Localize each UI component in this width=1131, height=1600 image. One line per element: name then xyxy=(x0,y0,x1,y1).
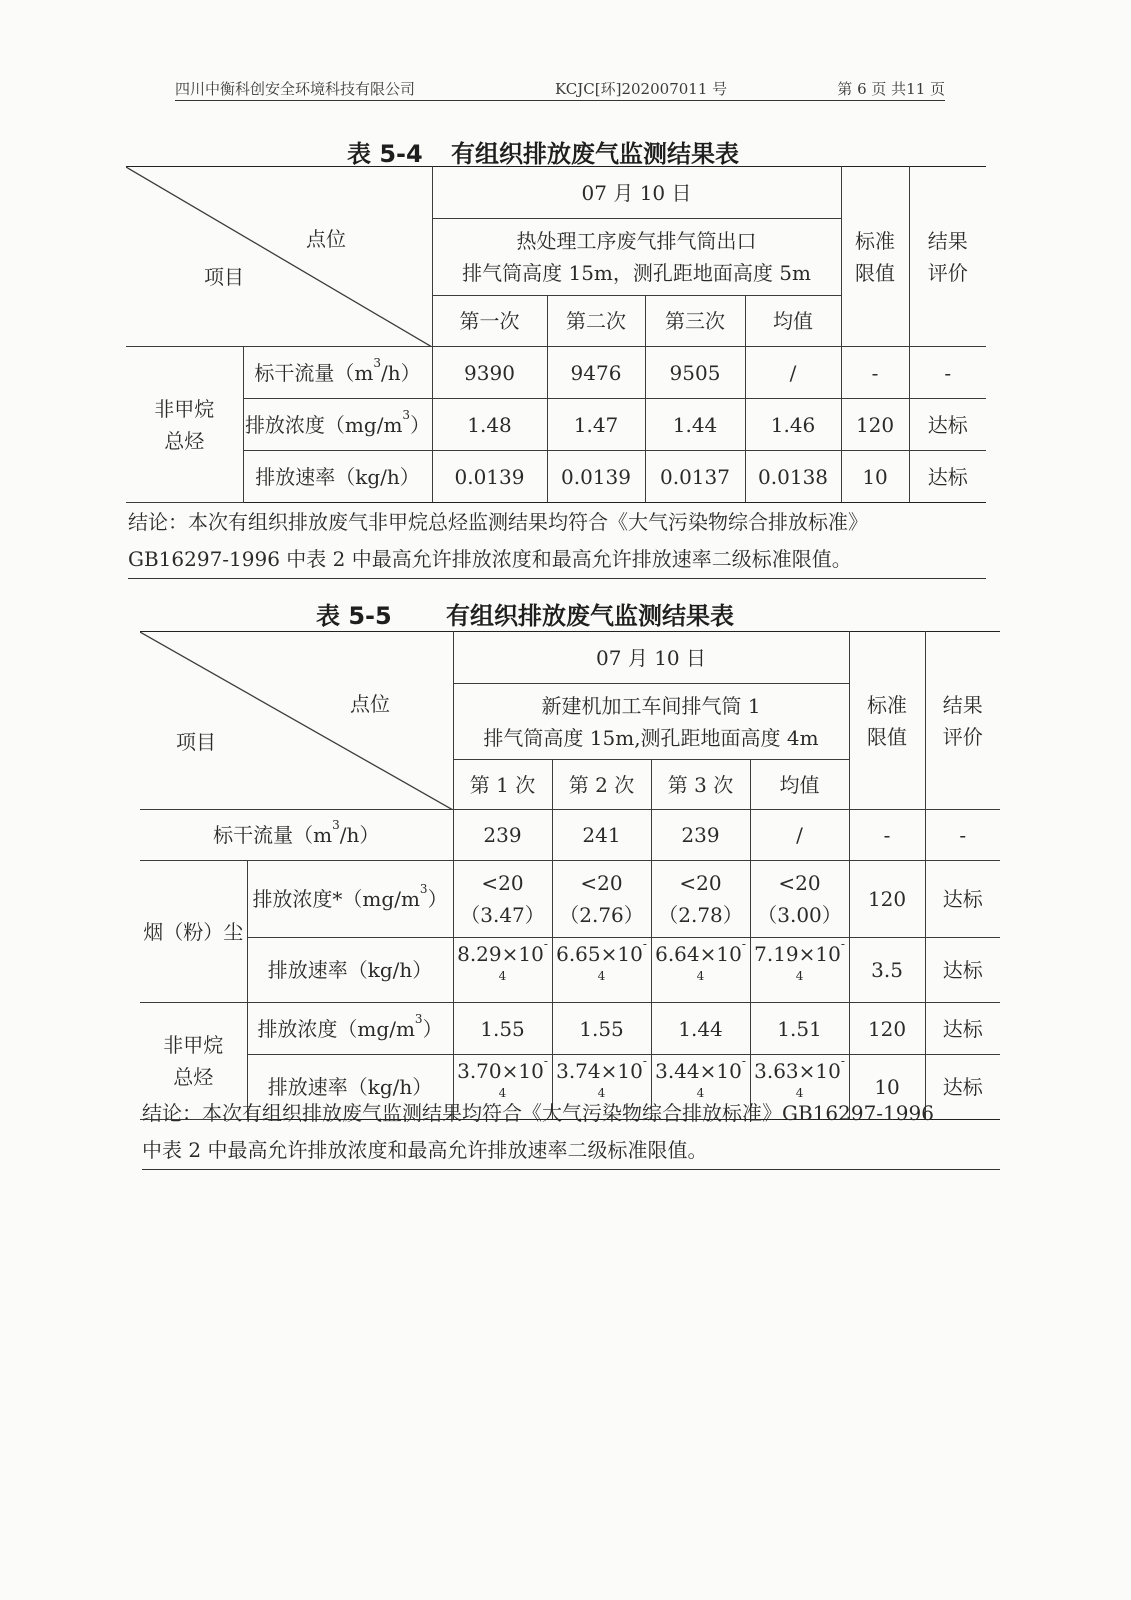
cell-value: 1.55 xyxy=(552,1003,651,1055)
cell-value: 1.44 xyxy=(651,1003,750,1055)
cell-value: $3.44\times 10^{-4}$ xyxy=(651,1055,750,1120)
cell-avg: $7.19\times 10^{-4}$ xyxy=(750,938,849,1003)
cell-value: $6.64\times 10^{-4}$ xyxy=(651,938,750,1003)
col-header-3: 第 3 次 xyxy=(651,760,750,810)
col-header-avg: 均值 xyxy=(750,760,849,810)
cell-value: $3.74\times 10^{-4}$ xyxy=(552,1055,651,1120)
cell-avg: / xyxy=(750,810,849,861)
cell-value: 9390 xyxy=(432,347,547,399)
cell-eval: - xyxy=(909,347,986,399)
cell-eval: - xyxy=(925,810,1000,861)
cell-value: 239 xyxy=(651,810,750,861)
table-row xyxy=(126,399,986,451)
cell-eval: 达标 xyxy=(925,938,1000,1003)
group-label-nmhc xyxy=(126,347,243,503)
cell-std: - xyxy=(849,810,925,861)
table-row xyxy=(126,451,986,503)
cell-value: $8.29\times 10^{-4}$ xyxy=(453,938,552,1003)
location-line1: 新建机加工车间排气筒 1 xyxy=(541,693,761,718)
cell-value: 0.0139 xyxy=(432,451,547,503)
cell-std: - xyxy=(841,347,909,399)
eval-line2: 评价 xyxy=(942,724,983,749)
cell-value: <20 （3.47） xyxy=(453,861,552,938)
table-5-4-caption xyxy=(347,134,739,169)
cell-avg: $3.63\times 10^{-4}$ xyxy=(750,1055,849,1120)
table-row xyxy=(140,1003,1000,1055)
cell-std: 3.5 xyxy=(849,938,925,1003)
eval-line1: 结果 xyxy=(927,228,968,253)
row-label-dust-conc: 排放浓度$*(mg/m^3)$ xyxy=(247,861,453,938)
table-row xyxy=(140,938,1000,1003)
cell-eval: 达标 xyxy=(925,1055,1000,1120)
cell-value: 9505 xyxy=(645,347,745,399)
col-header-2: 第二次 xyxy=(547,296,645,347)
header-org: 四川中衡科创安全环境科技有限公司 xyxy=(175,80,416,98)
std-line1: 标准 xyxy=(855,228,896,253)
standard-limit-header xyxy=(841,167,909,347)
cell-value: $6.65\times 10^{-4}$ xyxy=(552,938,651,1003)
cell-value: 9476 xyxy=(547,347,645,399)
table-row xyxy=(140,861,1000,938)
conclusion-line2: 中表 2 中最高允许排放浓度和最高允许排放速率二级标准限值。 xyxy=(142,1138,708,1162)
cell-std: 120 xyxy=(849,861,925,938)
table-5-5-diagonal-header xyxy=(140,632,453,810)
table-5-5-caption xyxy=(316,596,734,631)
cell-value: 239 xyxy=(453,810,552,861)
group-line2: 总烃 xyxy=(173,1065,214,1089)
row-label-conc: 排放浓度$(mg/m^3)$ xyxy=(243,399,432,451)
cell-eval: 达标 xyxy=(925,1003,1000,1055)
table-5-4-caption-num: 表 5-4 xyxy=(347,140,423,168)
std-line1: 标准 xyxy=(867,692,908,717)
diagonal-line xyxy=(126,167,432,347)
cell-value: 1.55 xyxy=(453,1003,552,1055)
cell-std: 120 xyxy=(841,399,909,451)
table-5-4-diagonal-header xyxy=(126,167,432,347)
result-eval-header xyxy=(909,167,986,347)
col-header-3: 第三次 xyxy=(645,296,745,347)
std-line2: 限值 xyxy=(867,724,908,749)
group-line1: 非甲烷 xyxy=(154,396,215,421)
table-5-5 xyxy=(140,631,1000,1120)
cell-value: 0.0137 xyxy=(645,451,745,503)
diag-label-item: 项目 xyxy=(204,265,244,289)
cell-eval: 达标 xyxy=(925,861,1000,938)
table-5-5-conclusion xyxy=(142,1095,1000,1170)
result-eval-header xyxy=(925,632,1000,810)
cell-avg: 1.51 xyxy=(750,1003,849,1055)
cell-value: <20 （2.78） xyxy=(651,861,750,938)
col-header-1: 第 1 次 xyxy=(453,760,552,810)
row-label-flow: 标干流量$(m^3/h)$ xyxy=(243,347,432,399)
conclusion-line2: GB16297-1996 中表 2 中最高允许排放浓度和最高允许排放速率二级标准限值。 xyxy=(128,547,852,571)
table-row xyxy=(126,347,986,399)
row-label-nmhc-conc: 排放浓度$(mg/m^3)$ xyxy=(247,1003,453,1055)
group-line1: 非甲烷 xyxy=(163,1033,224,1057)
eval-line2: 评价 xyxy=(927,260,968,285)
cell-std: 120 xyxy=(849,1003,925,1055)
col-header-avg: 均值 xyxy=(745,296,841,347)
cell-value: 1.44 xyxy=(645,399,745,451)
location-line2: 排气筒高度 15m,测孔距地面高度 4m xyxy=(483,725,819,750)
cell-value: $3.70\times 10^{-4}$ xyxy=(453,1055,552,1120)
diag-label-item: 项目 xyxy=(176,730,216,754)
location-cell xyxy=(432,219,841,296)
eval-line1: 结果 xyxy=(942,692,983,717)
table-5-4-caption-title: 有组织排放废气监测结果表 xyxy=(451,140,739,168)
col-header-1: 第一次 xyxy=(432,296,547,347)
group-label-dust: 烟（粉）尘 xyxy=(140,861,247,1003)
conclusion-line1: 结论：本次有组织排放废气非甲烷总烃监测结果均符合《大气污染物综合排放标准》 xyxy=(128,510,868,534)
location-line2: 排气筒高度 15m，测孔距地面高度 5m xyxy=(462,261,811,285)
cell-eval: 达标 xyxy=(909,451,986,503)
row-label-dust-rate: 排放速率（kg/h） xyxy=(247,938,453,1003)
table-5-4 xyxy=(126,166,986,503)
row-label-flow: 标干流量$(m^3/h)$ xyxy=(140,810,453,861)
row-label-rate: 排放速率（kg/h） xyxy=(243,451,432,503)
col-header-2: 第 2 次 xyxy=(552,760,651,810)
group-line2: 总烃 xyxy=(164,428,205,453)
diagonal-line xyxy=(140,632,453,810)
row-label-nmhc-rate: 排放速率（kg/h） xyxy=(247,1055,453,1120)
diag-label-point: 点位 xyxy=(306,227,346,251)
cell-std: 10 xyxy=(841,451,909,503)
table-row xyxy=(140,810,1000,861)
table-5-4-conclusion xyxy=(128,504,986,579)
standard-limit-header xyxy=(849,632,925,810)
cell-value: 0.0139 xyxy=(547,451,645,503)
header-page-number: 第 6 页 共11 页 xyxy=(837,80,945,98)
date-cell: 07 月 10 日 xyxy=(453,632,849,684)
date-cell: 07 月 10 日 xyxy=(432,167,841,219)
cell-std: 10 xyxy=(849,1055,925,1120)
table-5-5-caption-num: 表 5-5 xyxy=(316,602,392,630)
cell-eval: 达标 xyxy=(909,399,986,451)
diag-label-point: 点位 xyxy=(350,692,390,716)
std-line2: 限值 xyxy=(855,260,896,285)
conclusion-line1: 结论：本次有组织排放废气监测结果均符合《大气污染物综合排放标准》GB16297-1996 xyxy=(142,1101,934,1125)
location-line1: 热处理工序废气排气筒出口 xyxy=(516,229,757,253)
page-header xyxy=(175,76,945,101)
cell-value: 241 xyxy=(552,810,651,861)
cell-avg: / xyxy=(745,347,841,399)
cell-avg: 0.0138 xyxy=(745,451,841,503)
cell-value: 1.47 xyxy=(547,399,645,451)
cell-value: <20 （2.76） xyxy=(552,861,651,938)
table-5-5-caption-title: 有组织排放废气监测结果表 xyxy=(446,602,734,630)
cell-value: 1.48 xyxy=(432,399,547,451)
header-report-no: KCJC[环]202007011 号 xyxy=(555,80,728,98)
location-cell xyxy=(453,684,849,760)
cell-avg: <20 （3.00） xyxy=(750,861,849,938)
cell-avg: 1.46 xyxy=(745,399,841,451)
